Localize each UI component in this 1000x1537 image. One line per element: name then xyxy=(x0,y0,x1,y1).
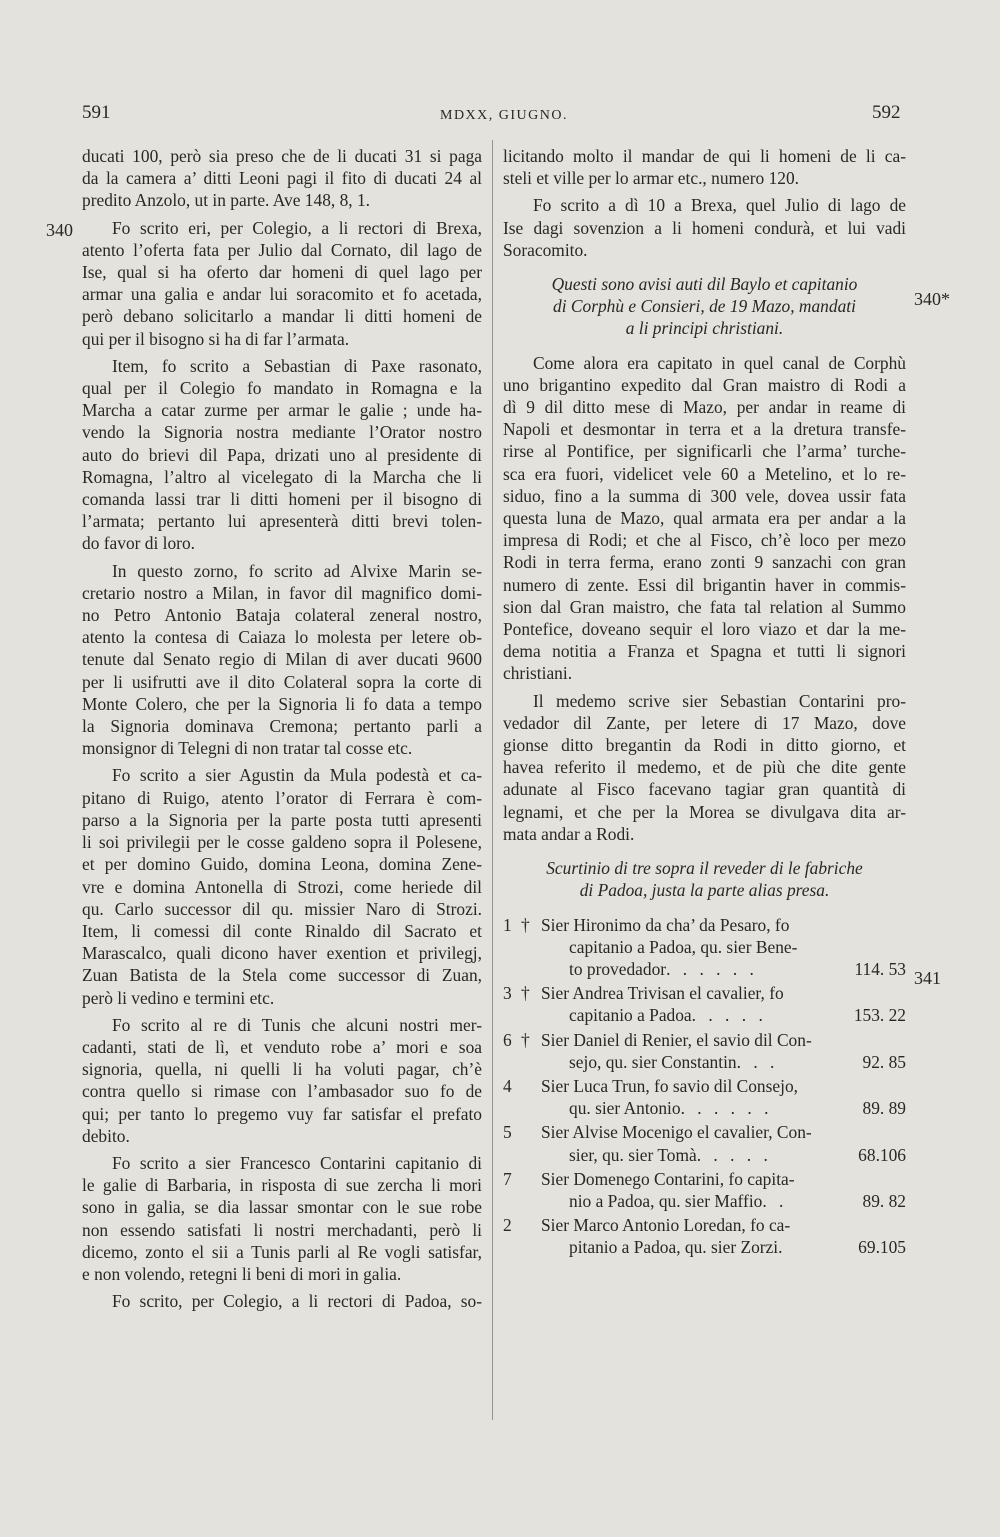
vote-count: 114. 53 xyxy=(854,958,906,979)
vote-count: 153. 22 xyxy=(853,1005,906,1026)
text-line: atento la contesa di Caiaza lo molesta per letere ob- xyxy=(82,627,482,648)
text-line: adunate al Fisco facevano tagiar gran quantità di xyxy=(503,779,906,800)
text-line: signoria, quella, ni quelli li ha voluti pagar, ch’è xyxy=(82,1059,482,1080)
text-line: Item, li comessi dil conte Rinaldo dil Sacrato et xyxy=(82,920,482,941)
text-line: no Petro Antonio Bataja colateral zeneral nostro, xyxy=(82,605,482,626)
paragraph xyxy=(82,355,482,555)
margin-note-left-340: 340 xyxy=(46,220,73,240)
text-line: sion dal Gran maistro, che fata tal relation al Summo xyxy=(503,596,906,617)
text-line: steli et ville per lo armar etc., numero 120. xyxy=(503,168,800,189)
text-line: rirse al Pontifice, per significarli che l’arma’ turche- xyxy=(503,441,906,462)
text-line: legnami, et che per la Morea se divulgava dita ar- xyxy=(503,801,906,822)
vote-list xyxy=(503,914,906,1259)
text-line: dema notitia a Franza et Spagna et tutti li signori xyxy=(503,641,906,662)
text-line: qu. Carlo successor dil qu. missier Naro di Strozi. xyxy=(82,898,482,919)
vote-last-text: pitanio a Padoa, qu. sier Zorzi xyxy=(569,1237,779,1258)
text-line: cretario nostro a Milan, in favor dil magnifico domi- xyxy=(82,582,482,603)
text-line: Fo scrito eri, per Colegio, a li rectori di Brexa, xyxy=(112,217,482,238)
section-heading-avisi xyxy=(503,273,906,340)
vote-count: 89. 89 xyxy=(862,1098,906,1119)
text-line: Marcha a catar zurme per armar le galie ; unde ha- xyxy=(82,400,482,421)
vote-last-line xyxy=(541,1051,906,1073)
vote-rank: 1 xyxy=(503,914,512,935)
text-line: non essendo satisfati li nostri merchadanti, però li xyxy=(82,1219,482,1240)
text-line: Marascalco, quali dicono haver exention et privilegj, xyxy=(82,943,482,964)
vote-name-line: Sier Andrea Trivisan el cavalier, fo xyxy=(541,983,784,1004)
text-line: monsignor di Telegni di non tratar tal cosse etc. xyxy=(82,738,413,759)
left-column xyxy=(82,140,482,1312)
paragraph xyxy=(503,145,906,189)
vote-rank: 4 xyxy=(503,1075,512,1096)
text-line: le galie di Barbaria, in risposta di sue zercha li mori xyxy=(82,1175,482,1196)
vote-last-line xyxy=(541,1144,906,1166)
text-line: Rodi in terra ferma, erano zonti 9 sanzachi con gran xyxy=(503,552,906,573)
text-line: tenute dal Senato regio di Milan di aver ducati 9600 xyxy=(82,649,482,670)
right-page-number: 592 xyxy=(872,102,901,123)
vote-name-line: Sier Daniel di Renier, el savio dil Con- xyxy=(541,1029,812,1050)
vote-last-text: sejo, qu. sier Constantin xyxy=(569,1051,737,1072)
paragraph xyxy=(503,690,906,845)
text-line: l’armata; pertanto lui apresenterà ditti brevi tolen- xyxy=(82,511,482,532)
right-body xyxy=(503,352,906,845)
leader-dots: . . xyxy=(762,1190,788,1211)
vote-last-text: capitanio a Padoa xyxy=(569,1005,692,1026)
text-line: però li vedino e termini etc. xyxy=(82,987,275,1008)
text-line: vre e domina Antonella di Strozi, come heriede dil xyxy=(82,876,482,897)
margin-note-right-340: 340* xyxy=(914,289,950,309)
vote-last-line xyxy=(541,1190,906,1212)
vote-count: 69.105 xyxy=(858,1237,906,1258)
heading-line: di Corphù e Consieri, de 19 Mazo, mandati xyxy=(553,296,856,317)
text-line: qui per il bisogno si ha di far l’armata. xyxy=(82,328,350,349)
text-line: Ise, qual si ha oferto dar homeni di quel lago per xyxy=(82,262,482,283)
text-line: Il medemo scrive sier Sebastian Contarini pro- xyxy=(533,690,906,711)
paragraph xyxy=(82,217,482,350)
text-line: ducati 100, però sia preso che de li ducati 31 si paga xyxy=(82,146,482,166)
vote-count: 92. 85 xyxy=(862,1051,906,1072)
text-line: questa luna de Mazo, qual armata era per andar a la xyxy=(503,508,906,529)
vote-name-line: Sier Marco Antonio Loredan, fo ca- xyxy=(541,1215,791,1236)
text-line: contra quello si rimase con l’ambasador suo fo de xyxy=(82,1081,482,1102)
vote-last-line xyxy=(541,1004,906,1026)
text-line: uno brigantino expedito dal Gran maistro di Rodi a xyxy=(503,374,906,395)
vote-last-text: nio a Padoa, qu. sier Maffio xyxy=(569,1190,763,1211)
text-line: vedador dil Zante, per letere di 17 Mazo, dove xyxy=(503,712,906,733)
text-line: mata andar a Rodi. xyxy=(503,823,635,844)
vote-entry xyxy=(503,982,906,1026)
column-divider xyxy=(492,140,493,1420)
text-line: Fo scrito al re di Tunis che alcuni nostri mer- xyxy=(112,1014,482,1035)
vote-rank: 7 xyxy=(503,1168,512,1189)
text-line: parso a la Signoria per la parte posta tutti apresenti xyxy=(82,809,482,830)
vote-rank: 5 xyxy=(503,1122,512,1143)
right-intro-paragraph xyxy=(503,145,906,189)
text-line: atento l’oferta fata per Julio dal Cornato, dil lago de xyxy=(82,239,482,260)
text-line: la Signoria dominava Cremona; pertanto parli a xyxy=(82,716,482,737)
text-line: Come alora era capitato in quel canal de Corphù xyxy=(533,352,906,373)
running-head: MDXX, GIUGNO. xyxy=(440,108,568,123)
vote-entry xyxy=(503,1029,906,1073)
text-line: qui; per tanto lo pregemo vuy far satisfar el prefato xyxy=(82,1103,482,1124)
right-intro2-paragraph xyxy=(503,194,906,261)
text-line: armar una galia e andar lui soracomito et fo acetada, xyxy=(82,284,482,305)
vote-last-line xyxy=(541,958,906,980)
text-line: auto do brievi dil Papa, drizati uno al presidente di xyxy=(82,444,482,465)
vote-rank: 2 xyxy=(503,1215,512,1236)
vote-name-line: Sier Hironimo da cha’ da Pesaro, fo xyxy=(541,914,790,935)
vote-last-text: to provedador xyxy=(569,958,667,979)
text-line: siduo, fino a la summa di 300 vele, dovea ussir fata xyxy=(503,485,906,506)
vote-last-line xyxy=(541,1097,906,1119)
vote-rank: 6 xyxy=(503,1029,512,1050)
paragraph xyxy=(503,194,906,261)
text-line: Napoli et desmontar in terra et a la dretura transfe- xyxy=(503,419,906,440)
text-line: et per domino Guido, domina Leona, domina Zene- xyxy=(82,854,482,875)
paragraph xyxy=(82,145,482,212)
vote-count: 89. 82 xyxy=(862,1190,906,1211)
leader-dots: . . . xyxy=(736,1051,779,1072)
paragraph xyxy=(82,764,482,1008)
vote-last-text: sier, qu. sier Tomà xyxy=(569,1144,697,1165)
text-line: sono in galia, se dia lassar smontar con le sue robe xyxy=(82,1197,482,1218)
paragraph xyxy=(82,1152,482,1285)
section-heading-scurtinio xyxy=(503,857,906,901)
vote-entry xyxy=(503,914,906,981)
margin-note-right-341: 341 xyxy=(914,968,941,988)
text-line: pitano di Ruigo, atento l’orator di Ferrara è com- xyxy=(82,787,482,808)
vote-last-text: qu. sier Antonio xyxy=(569,1098,681,1119)
text-line: In questo zorno, fo scrito ad Alvixe Marin se- xyxy=(112,560,482,581)
text-line: vendo la Signoria nostra mediante l’Orator nostro xyxy=(82,422,482,443)
vote-last-line xyxy=(541,1236,906,1258)
paragraph xyxy=(503,352,906,685)
text-line: per li usifrutti ave il dito Colateral sopra la corte di xyxy=(82,671,482,692)
text-line: Ise dagi sovenzion a li homeni condurà, et lui vadi xyxy=(503,217,906,238)
leader-dots: . . . . . xyxy=(691,1005,767,1026)
text-line: Romagna, l’altro al vicelegato di la Marcha che li xyxy=(82,466,482,487)
vote-name-line: Sier Luca Trun, fo savio dil Consejo, xyxy=(541,1075,798,1096)
text-line: sca era fuori, videlicet vele 60 a Metelino, et lo re- xyxy=(503,463,906,484)
paragraph xyxy=(82,560,482,760)
text-line: li soi privilegii per le cosse galdeno sopra il Polesene, xyxy=(82,832,482,853)
text-line: Fo scrito a sier Francesco Contarini capitanio di xyxy=(112,1152,482,1173)
text-line: dì 9 dil ditto mese di Mazo, per andar in reame di xyxy=(503,397,906,418)
text-line: do favor di loro. xyxy=(82,533,196,554)
text-line: dicemo, zonto el sii a Tunis parli al Re vogli satisfar, xyxy=(82,1241,482,1262)
text-line: christiani. xyxy=(503,663,573,684)
text-line: Fo scrito a dì 10 a Brexa, quel Julio di lago de xyxy=(533,195,906,216)
heading-line: Scurtinio di tre sopra il reveder di le fabriche xyxy=(546,858,863,879)
leader-dots: . xyxy=(778,1237,787,1258)
text-line: havea referito il medemo, et de più che dite gente xyxy=(503,757,906,778)
vote-entry xyxy=(503,1168,906,1212)
left-page-number: 591 xyxy=(82,102,111,123)
text-line: licitando molto il mandar de qui li homeni de li ca- xyxy=(503,146,906,166)
text-line: predito Anzolo, ut in parte. Ave 148, 8, 1. xyxy=(82,190,371,211)
text-line: Monte Colero, che per la Signoria li fo data a tempo xyxy=(82,693,482,714)
text-line: gionse ditto bregantin da Rodi in ditto giorno, et xyxy=(503,735,906,756)
heading-line: a li principi christiani. xyxy=(625,318,784,339)
vote-name-line: Sier Domenego Contarini, fo capita- xyxy=(541,1168,795,1189)
vote-name-line: Sier Alvise Mocenigo el cavalier, Con- xyxy=(541,1122,812,1143)
elected-cross-icon: † xyxy=(521,1029,530,1050)
vote-rank: 3 xyxy=(503,983,512,1004)
text-line: Pontefice, doveano sequir el loro viazo et dar la me- xyxy=(503,619,906,640)
heading-line: di Padoa, justa la parte alias presa. xyxy=(579,880,830,901)
text-line: qual per il Colegio fo mandato in Romagna e la xyxy=(82,378,482,399)
text-line: e non volendo, retegni li beni di mori in galia. xyxy=(82,1263,402,1284)
vote-count: 68.106 xyxy=(858,1144,906,1165)
leader-dots: . . . . . . xyxy=(680,1098,773,1119)
right-column xyxy=(503,140,906,1261)
elected-cross-icon: † xyxy=(521,983,530,1004)
paragraph xyxy=(82,1014,482,1147)
paragraph xyxy=(82,1290,482,1312)
heading-line: Questi sono avisi auti dil Baylo et capitanio xyxy=(551,274,858,295)
text-line: Zuan Batista de la Stela come successor di Zuan, xyxy=(82,965,482,986)
elected-cross-icon: † xyxy=(521,914,530,935)
text-line: Fo scrito a sier Agustin da Mula podestà et ca- xyxy=(112,765,482,786)
text-line: Item, fo scrito a Sebastian di Paxe rasonato, xyxy=(112,355,482,376)
text-line: impresa di Rodi; et che al Fisco, ch’è loco per mezo xyxy=(503,530,906,551)
vote-name-line: capitanio a Padoa, qu. sier Bene- xyxy=(569,936,798,957)
text-line: numero di zente. Essi dil brigantin haver in commis- xyxy=(503,574,906,595)
vote-entry xyxy=(503,1075,906,1119)
text-line: Soracomito. xyxy=(503,239,588,260)
vote-entry xyxy=(503,1121,906,1165)
text-line: però debano solicitarlo a mandar li ditti homeni de xyxy=(82,306,482,327)
vote-entry xyxy=(503,1214,906,1258)
text-line: cadanti, stati de lì, et venduto robe a’ mori e soa xyxy=(82,1036,482,1057)
leader-dots: . . . . . xyxy=(696,1144,772,1165)
text-line: Fo scrito, per Colegio, a li rectori di Padoa, so- xyxy=(112,1291,482,1312)
leader-dots: . . . . . . xyxy=(666,958,758,979)
text-line: comanda lassi trar li ditti homeni per il bisogno di xyxy=(82,489,482,510)
text-line: da la camera a’ ditti Leoni pagi il fito di ducati 24 al xyxy=(82,168,482,189)
text-line: debito. xyxy=(82,1125,130,1146)
